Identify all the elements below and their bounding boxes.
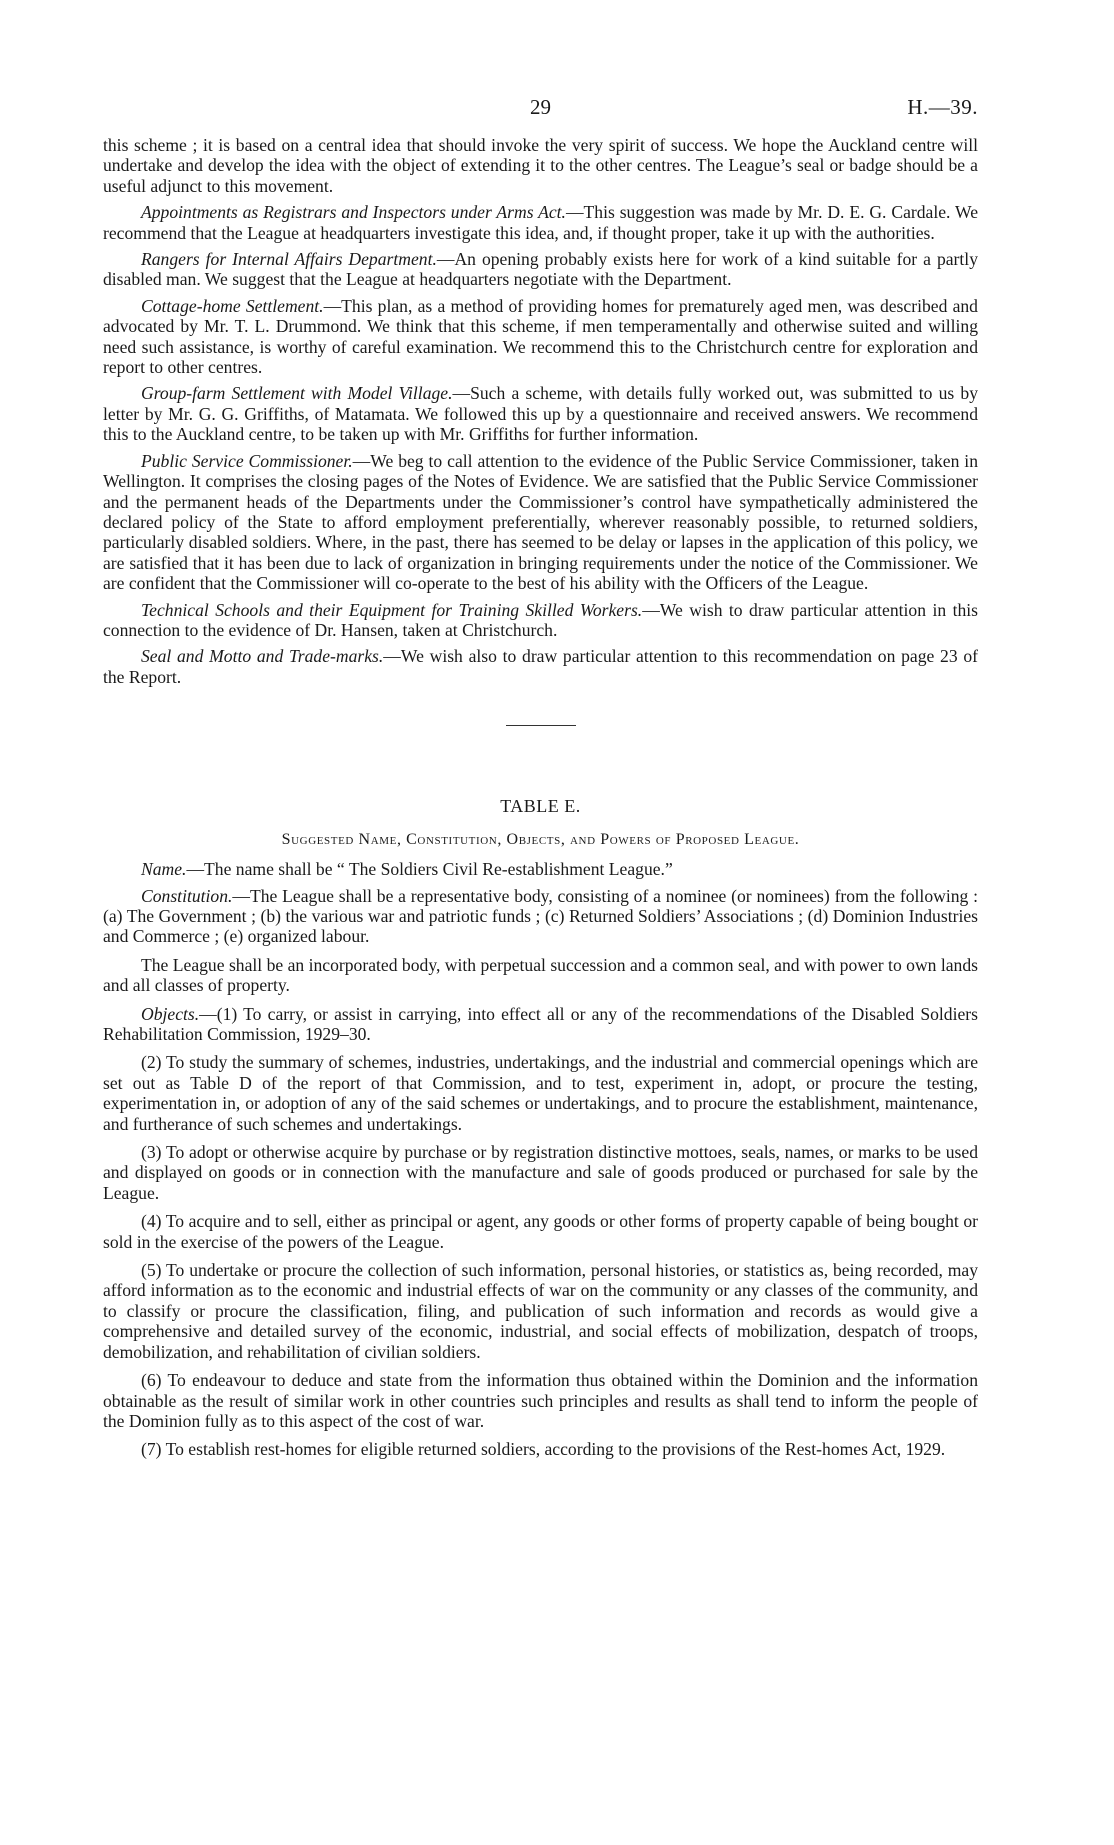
objects-paragraph-3: (3) To adopt or otherwise acquire by purchase or by registration distinctive mottoes, seals, names, or marks to be used and displayed on goods or in connection with the manufacture and sale of goods produced or purchased for sale by the League. [103,1142,978,1203]
table-subtitle: Suggested Name, Constitution, Objects, and Powers of Proposed League. [281,831,800,849]
section-heading: Group-farm Settlement with Model Village. [141,383,453,404]
section-body: —An opening probably exists here for work of a kind suitable for a partly disabled man. We suggest that the League at headquarters negotiate with the Department. [103,249,978,290]
objects-paragraph-6: (6) To endeavour to deduce and state from the information thus obtained within the Dominion and the information obtainable as the result of similar work in other countries such principles and results as shall tend to inform the people of the Dominion fully as to this aspect of the cost of war. [103,1370,978,1431]
section-body: —We wish also to draw particular attention to this recommendation on page 23 of the Report. [103,646,978,687]
section-heading: Public Service Commissioner. [141,450,353,471]
section-paragraph-arms-act [103,202,978,243]
section-heading: Rangers for Internal Affairs Department. [141,249,437,270]
objects-paragraph-5: (5) To undertake or procure the collection of such information, personal histories, or statistics as, being recorded, may afford information as to the economic and industrial effects of war on the community or any classes of the community, and to classify or procure the classification, filing, and publication of such information and records as would give a comprehensive and detailed survey of the economic, industrial, and social effects of mobilization, despatch of troops, demobilization, and rehabilitation of civilian soldiers. [103,1260,978,1362]
objects-paragraph-1 [103,1004,978,1045]
section-paragraph-cottage-home [103,296,978,378]
section-heading: Cottage-home Settlement. [141,295,324,316]
section-body: —We wish to draw particular attention in this connection to the evidence of Dr. Hansen, taken at Christchurch. [103,599,978,640]
section-paragraph-technical-schools [103,600,978,641]
section-body: —We beg to call attention to the evidence of the Public Service Commissioner, taken in Wellington. It comprises the closing pages of the Notes of Evidence. We are satisfied that the Public Service Commissioner and the permanent heads of the Departments under the Commissioner’s control have sympathetically administered the declared policy of the State to afford employment preferentially, wherever reasonably possible, to returned soldiers, particularly disabled soldiers. Where, in the past, there has seemed to be delay or lapses in the application of this policy, we are satisfied that it has been due to lack of organization in bringing requirements under the notice of the Commissioner. We are confident that the Commissioner will co-operate to the best of his ability with the Officers of the League. [103,450,978,594]
document-code: H.—39. [907,95,978,119]
section-heading: Technical Schools and their Equipment for Training Skilled Workers. [141,599,643,620]
section-heading: Appointments as Registrars and Inspectors under Arms Act. [141,202,566,223]
name-paragraph [103,859,978,879]
constitution-paragraph [103,886,978,947]
objects-paragraph-2: (2) To study the summary of schemes, industries, undertakings, and the industrial and commercial openings which are set out as Table D of the report of that Commission, and to test, experiment in, adopt, or procure the testing, experimentation in, or adoption of any of the said schemes or undertakings, and to procure the establishment, maintenance, and furtherance of such schemes and undertakings. [103,1052,978,1134]
section-paragraph-rangers [103,249,978,290]
incorporation-paragraph: The League shall be an incorporated body, with perpetual succession and a common seal, and with power to own lands and all classes of property. [103,954,978,996]
table-title: TABLE E. [500,796,581,817]
constitution-body: —The League shall be a representative body, consisting of a nominee (or nominees) from the following : (a) The Government ; (b) the various war and patriotic funds ; (c) Returned Soldiers’ Associations ; (d) Dominion Industries and Commerce ; (e) organized labour. [103,885,978,947]
section-body: —This suggestion was made by Mr. D. E. G. Cardale. We recommend that the League at headquarters investigate this idea, and, if thought proper, take it up with the authorities. [103,202,979,243]
section-paragraph-public-service [103,451,978,594]
objects-paragraph-4: (4) To acquire and to sell, either as principal or agent, any goods or other forms of property capable of being bought or sold in the exercise of the powers of the League. [103,1211,978,1252]
section-heading: Seal and Motto and Trade-marks. [141,646,384,667]
page-header [103,95,978,135]
objects-paragraph-7: (7) To establish rest-homes for eligible returned soldiers, according to the provisions of the Rest-homes Act, 1929. [141,1439,946,1460]
section-divider [506,725,576,726]
objects-body: —(1) To carry, or assist in carrying, into effect all or any of the recommendations of the Disabled Soldiers Rehabilitation Commission, 1929–30. [103,1003,978,1044]
section-body: —This plan, as a method of providing homes for prematurely aged men, was described and advocated by Mr. T. L. Drummond. We think that this scheme, if men temperamentally and otherwise suited and willing need such assistance, is worthy of careful examination. We recommend this to the Christchurch centre for exploration and report to other centres. [103,295,978,378]
document-page [103,95,978,1468]
page-number: 29 [530,95,551,119]
section-paragraph-seal-motto [103,646,978,687]
section-paragraph-group-farm [103,383,978,444]
intro-paragraph: this scheme ; it is based on a central idea that should invoke the very spirit of success. We hope the Auckland centre will undertake and develop the idea with the object of extending it to the other centres. The League’s seal or badge should be a useful adjunct to this movement. [103,135,978,196]
section-body: —Such a scheme, with details fully worked out, was submitted to us by letter by Mr. G. G. Griffiths, of Matamata. We followed this up by a questionnaire and received answers. We recommend this to the Auckland centre, to be taken up with Mr. Griffiths for further information. [103,383,978,445]
objects-heading: Objects. [141,1003,200,1024]
name-heading: Name. [141,859,187,880]
constitution-heading: Constitution. [141,885,233,906]
name-body: —The name shall be “ The Soldiers Civil Re-establishment League.” [186,859,673,880]
